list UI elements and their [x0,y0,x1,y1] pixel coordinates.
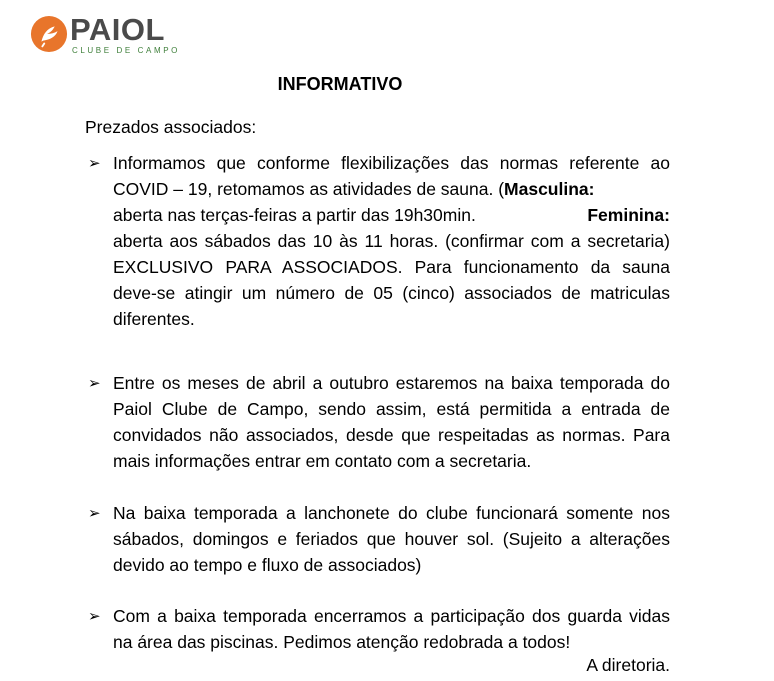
list-item [88,150,670,332]
list-item-text: Entre os meses de abril a outubro estaremos na baixa temporada do Paiol Clube de Campo, sendo assim, está permitida a entrada de convidados não associados, desde que respeitadas as normas. Para mais informações entrar em contato com a secretaria. [113,373,670,471]
logo-subtitle: CLUBE DE CAMPO [72,45,180,55]
logo-name: PAIOL [70,11,165,47]
list-item-text: Na baixa temporada a lanchonete do clube funcionará somente nos sábados, domingos e feriados que houver sol. (Sujeito a alterações devido ao tempo e fluxo de associados) [113,503,670,575]
club-logo [30,11,180,57]
female-label: Feminina: [587,205,670,225]
female-schedule-text: aberta aos sábados das 10 às 11 horas. (confirmar com a secretaria) EXCLUSIVO PARA ASSOCIADOS. Para funcionamento da sauna deve-se atingir um número de 05 (cinco) associados de matriculas diferentes. [113,231,670,329]
male-schedule-text: aberta nas terças-feiras a partir das 19h30min. [113,205,476,225]
list-item [88,500,670,578]
arrowhead-bullet-icon: ➢ [88,504,101,522]
sauna-intro-text: Informamos que conforme flexibilizações das normas referente ao COVID – 19, retomamos as atividades de sauna. ( [113,153,670,199]
arrowhead-bullet-icon: ➢ [88,154,101,172]
sauna-schedule-line [113,202,670,228]
signature: A diretoria. [586,655,670,675]
male-label: Masculina: [504,179,595,199]
list-item-text [113,150,670,332]
list-item-text: Com a baixa temporada encerramos a participação dos guarda vidas na área das piscinas. Pedimos atenção redobrada a todos! [113,606,670,652]
document-title: INFORMATIVO [277,74,403,94]
arrowhead-bullet-icon: ➢ [88,374,101,392]
greeting: Prezados associados: [85,117,257,137]
paiol-logo-icon [30,15,68,53]
list-item [88,370,670,474]
list-item [88,603,670,655]
arrowhead-bullet-icon: ➢ [88,607,101,625]
